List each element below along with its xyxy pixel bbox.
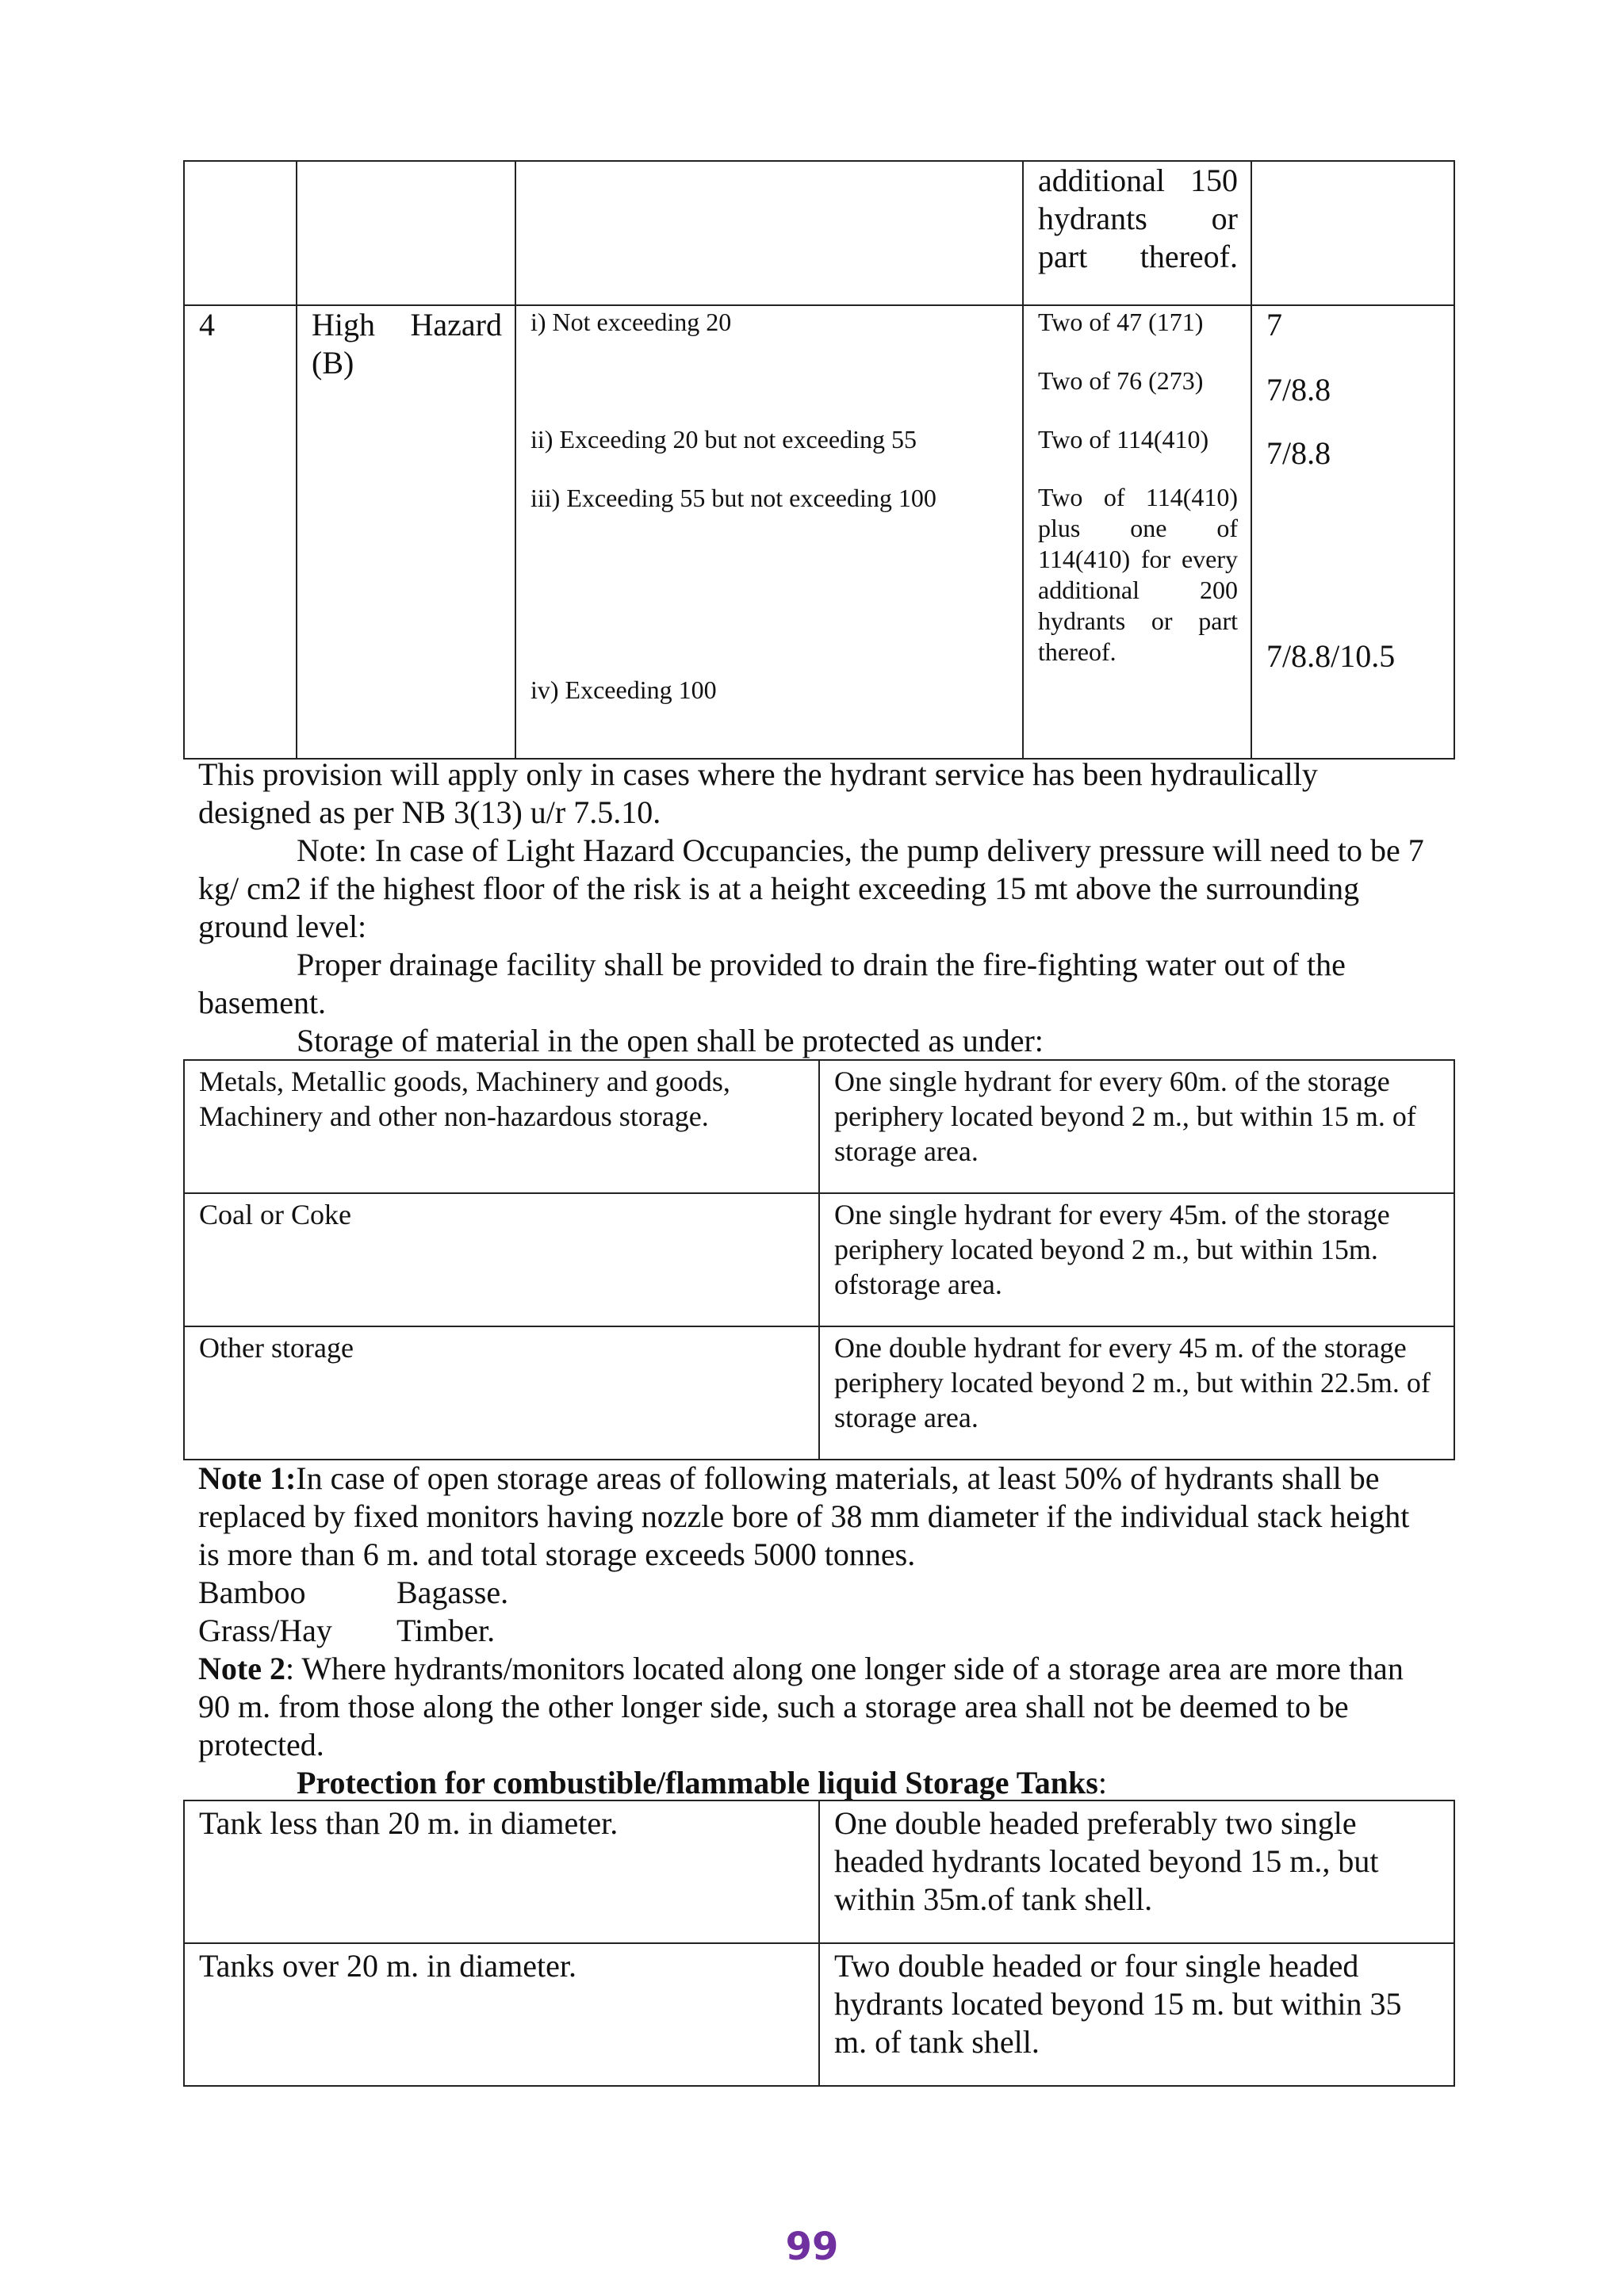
tank-cell: Tank less than 20 m. in diameter. xyxy=(184,1800,819,1943)
protection-cell: One single hydrant for every 45m. of the storage periphery located beyond 2 m., but within 15m. ofstorage area. xyxy=(819,1193,1454,1326)
sub-item: i) Not exceeding 20 xyxy=(530,308,732,336)
storage-intro-paragraph: Storage of material in the open shall be protected as under: xyxy=(297,1023,1044,1058)
material-list xyxy=(198,1574,1435,1650)
pressure-value: 7/8.8 xyxy=(1266,372,1331,408)
note2-paragraph xyxy=(198,1650,1435,1764)
table-row xyxy=(184,305,1454,759)
table-row xyxy=(184,1060,1454,1193)
material-list-row xyxy=(198,1612,1435,1650)
sub-item: ii) Exceeding 20 but not exceeding 55 xyxy=(530,425,917,453)
protection-cell: Two double headed or four single headed hydrants located beyond 15 m. but within 35 m. of tank shell. xyxy=(819,1943,1454,2086)
note1-label: Note 1: xyxy=(198,1460,297,1496)
note1-text: In case of open storage areas of following materials, at least 50% of hydrants shall be replaced by fixed monitors having nozzle bore of 38 mm diameter if the individual stack height is more than 6 m. and total storage exceeds 5000 tonnes. xyxy=(198,1460,1410,1572)
protection-cell: One single hydrant for every 60m. of the storage periphery located beyond 2 m., but within 15 m. of storage area. xyxy=(819,1060,1454,1193)
pump-list xyxy=(1024,306,1251,758)
material-cell: Metals, Metallic goods, Machinery and goods, Machinery and other non-hazardous storage. xyxy=(184,1060,819,1193)
table-cell xyxy=(515,161,1023,305)
tank-protection-table xyxy=(183,1800,1455,2087)
open-storage-table xyxy=(183,1059,1455,1460)
tank-heading xyxy=(198,1764,1435,1802)
page-number: 99 xyxy=(785,2225,839,2269)
material-item: Timber. xyxy=(396,1613,496,1648)
pressure-value: 7/8.8/10.5 xyxy=(1266,638,1396,674)
material-cell: Other storage xyxy=(184,1326,819,1460)
table-cell xyxy=(184,161,297,305)
continuation-pump-text: additional 150 hydrants or part thereof. xyxy=(1038,163,1238,274)
note1-paragraph xyxy=(198,1460,1435,1574)
hazard-class: High Hazard (B) xyxy=(312,307,502,381)
pressure-value: 7/8.8 xyxy=(1266,435,1331,471)
note-paragraph: Note: In case of Light Hazard Occupancies, the pump delivery pressure will need to be 7 kg/ cm2 if the highest floor of the risk is at a height exceeding 15 mt above the surrounding ground level: xyxy=(198,832,1424,944)
pump-spec: Two of 76 (273) xyxy=(1038,366,1204,395)
sub-item: iv) Exceeding 100 xyxy=(530,675,717,704)
table-cell xyxy=(297,305,515,759)
sub-item: iii) Exceeding 55 but not exceeding 100 xyxy=(530,484,936,512)
table-row xyxy=(184,1326,1454,1460)
protection-cell: One double headed preferably two single headed hydrants located beyond 15 m., but within 35m.of tank shell. xyxy=(819,1800,1454,1943)
table-cell xyxy=(184,305,297,759)
hydrant-pump-table xyxy=(183,160,1455,760)
material-cell: Coal or Coke xyxy=(184,1193,819,1326)
pump-spec: Two of 47 (171) xyxy=(1038,308,1204,336)
note2-text: : Where hydrants/monitors located along one longer side of a storage area are more than 90 m. from those along the other longer side, such a storage area shall not be deemed to be protected. xyxy=(198,1651,1404,1762)
pump-spec: Two of 114(410) plus one of 114(410) for every additional 200 hydrants or part thereof. xyxy=(1038,483,1238,666)
tank-heading-text: Protection for combustible/flammable liquid Storage Tanks xyxy=(297,1765,1098,1800)
provision-paragraph: This provision will apply only in cases where the hydrant service has been hydraulically designed as per NB 3(13) u/r 7.5.10. xyxy=(198,756,1318,830)
table-row xyxy=(184,1943,1454,2086)
material-item: Bagasse. xyxy=(396,1575,509,1610)
tank-cell: Tanks over 20 m. in diameter. xyxy=(184,1943,819,2086)
material-list-row xyxy=(198,1574,1435,1612)
pressure-value: 7 xyxy=(1266,307,1282,342)
table-row xyxy=(184,161,1454,305)
table-cell xyxy=(1251,305,1454,759)
table-cell xyxy=(1023,161,1251,305)
table-cell xyxy=(1023,305,1251,759)
table-cell xyxy=(297,161,515,305)
material-item: Bamboo xyxy=(198,1575,306,1610)
table-cell xyxy=(1251,161,1454,305)
sub-item-list xyxy=(516,306,1022,758)
tank-heading-suffix: : xyxy=(1097,1765,1107,1800)
table-row xyxy=(184,1800,1454,1943)
material-item: Grass/Hay xyxy=(198,1613,332,1648)
pressure-list xyxy=(1252,306,1454,758)
pump-spec: Two of 114(410) xyxy=(1038,425,1209,453)
table-row xyxy=(184,1193,1454,1326)
note2-label: Note 2 xyxy=(198,1651,285,1686)
serial-number: 4 xyxy=(199,307,215,342)
drainage-paragraph: Proper drainage facility shall be provided to drain the fire-fighting water out of the basement. xyxy=(198,947,1346,1020)
protection-cell: One double hydrant for every 45 m. of the storage periphery located beyond 2 m., but within 22.5m. of storage area. xyxy=(819,1326,1454,1460)
table-cell xyxy=(515,305,1023,759)
